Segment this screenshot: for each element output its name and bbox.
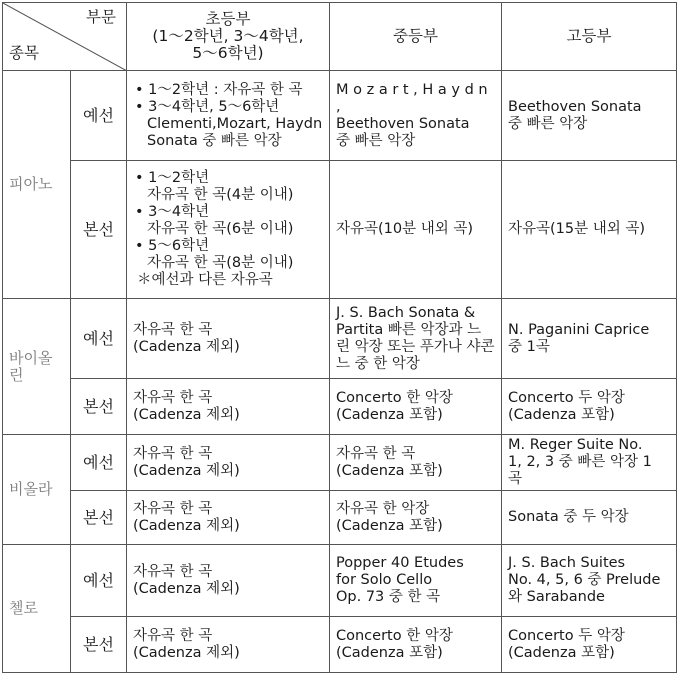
viola-final-elementary: 자유곡 한 곡 (Cadenza 제외) — [127, 491, 330, 545]
viola-prelim-label: 예선 — [71, 435, 127, 491]
piano-prelim-elem-item: • 1～2학년 : 자유곡 한 곡 — [133, 82, 323, 99]
cello-final-row — [3, 617, 677, 673]
violin-final-label: 본선 — [71, 379, 127, 435]
violin-final-middle: Concerto 한 악장 (Cadenza 포함) — [330, 379, 502, 435]
piano-final-label: 본선 — [71, 161, 127, 299]
header-division-label: 부문 — [86, 8, 116, 26]
violin-prelim-middle: J. S. Bach Sonata & Partita 빠른 악장과 느 린 악장 또는 푸가나 샤콘 느 중 한 악장 — [330, 299, 502, 379]
piano-prelim-row — [3, 71, 677, 161]
piano-final-elementary — [127, 161, 330, 299]
piano-prelim-elem-item: • 3～4학년, 5～6학년 Clementi,Mozart, Haydn Sonata 중 빠른 악장 — [133, 99, 323, 150]
piano-prelim-middle: M o z a r t , H a y d n , Beethoven Sonata 중 빠른 악장 — [330, 71, 502, 161]
header-elementary: 초등부 (1～2학년, 3～4학년, 5～6학년) — [127, 3, 330, 71]
viola-prelim-row — [3, 435, 677, 491]
piano-final-elem-piece: 자유곡 한 곡(6분 이내) — [147, 221, 294, 237]
cello-final-high: Concerto 두 악장 (Cadenza 포함) — [502, 617, 677, 673]
competition-table-wrapper — [2, 2, 677, 673]
category-viola: 비올라 — [3, 435, 71, 545]
piano-final-row — [3, 161, 677, 299]
header-high: 고등부 — [502, 3, 677, 71]
cello-prelim-label: 예선 — [71, 545, 127, 617]
viola-final-row — [3, 491, 677, 545]
viola-final-middle: 자유곡 한 악장 (Cadenza 포함) — [330, 491, 502, 545]
piano-final-elem-grade: • 1～2학년 — [133, 170, 323, 187]
cello-prelim-high: J. S. Bach Suites No. 4, 5, 6 중 Prelude 와 Sarabande — [502, 545, 677, 617]
viola-final-label: 본선 — [71, 491, 127, 545]
cello-prelim-elementary: 자유곡 한 곡 (Cadenza 제외) — [127, 545, 330, 617]
viola-prelim-high: M. Reger Suite No. 1, 2, 3 중 빠른 악장 1 곡 — [502, 435, 677, 491]
piano-final-elem-grade: • 5～6학년 — [133, 238, 323, 255]
violin-prelim-row — [3, 299, 677, 379]
cello-final-elementary: 자유곡 한 곡 (Cadenza 제외) — [127, 617, 330, 673]
header-corner-cell — [3, 3, 127, 71]
viola-prelim-middle: 자유곡 한 곡 (Cadenza 포함) — [330, 435, 502, 491]
header-row — [3, 3, 677, 71]
cello-prelim-middle: Popper 40 Etudes for Solo Cello Op. 73 중 한 곡 — [330, 545, 502, 617]
violin-final-elementary: 자유곡 한 곡 (Cadenza 제외) — [127, 379, 330, 435]
category-violin: 바이올린 — [3, 299, 71, 435]
violin-prelim-high: N. Paganini Caprice 중 1곡 — [502, 299, 677, 379]
viola-prelim-elementary: 자유곡 한 곡 (Cadenza 제외) — [127, 435, 330, 491]
violin-prelim-elementary: 자유곡 한 곡 (Cadenza 제외) — [127, 299, 330, 379]
cello-final-middle: Concerto 한 악장 (Cadenza 포함) — [330, 617, 502, 673]
competition-repertoire-table — [2, 2, 677, 673]
piano-prelim-elementary — [127, 71, 330, 161]
piano-final-elem-note: ＊예선과 다른 자유곡 — [137, 272, 273, 288]
cello-final-label: 본선 — [71, 617, 127, 673]
violin-prelim-label: 예선 — [71, 299, 127, 379]
piano-prelim-label: 예선 — [71, 71, 127, 161]
piano-final-elem-piece: 자유곡 한 곡(8분 이내) — [147, 255, 294, 271]
piano-prelim-high: Beethoven Sonata 중 빠른 악장 — [502, 71, 677, 161]
viola-final-high: Sonata 중 두 악장 — [502, 491, 677, 545]
violin-final-high: Concerto 두 악장 (Cadenza 포함) — [502, 379, 677, 435]
category-cello: 첼로 — [3, 545, 71, 673]
piano-final-elem-piece: 자유곡 한 곡(4분 이내) — [147, 187, 294, 203]
category-piano: 피아노 — [3, 71, 71, 299]
piano-final-middle: 자유곡(10분 내외 곡) — [330, 161, 502, 299]
piano-final-high: 자유곡(15분 내외 곡) — [502, 161, 677, 299]
header-middle: 중등부 — [330, 3, 502, 71]
cello-prelim-row — [3, 545, 677, 617]
piano-final-elem-grade: • 3～4학년 — [133, 204, 323, 221]
violin-final-row — [3, 379, 677, 435]
header-instrument-label: 종목 — [9, 44, 39, 62]
